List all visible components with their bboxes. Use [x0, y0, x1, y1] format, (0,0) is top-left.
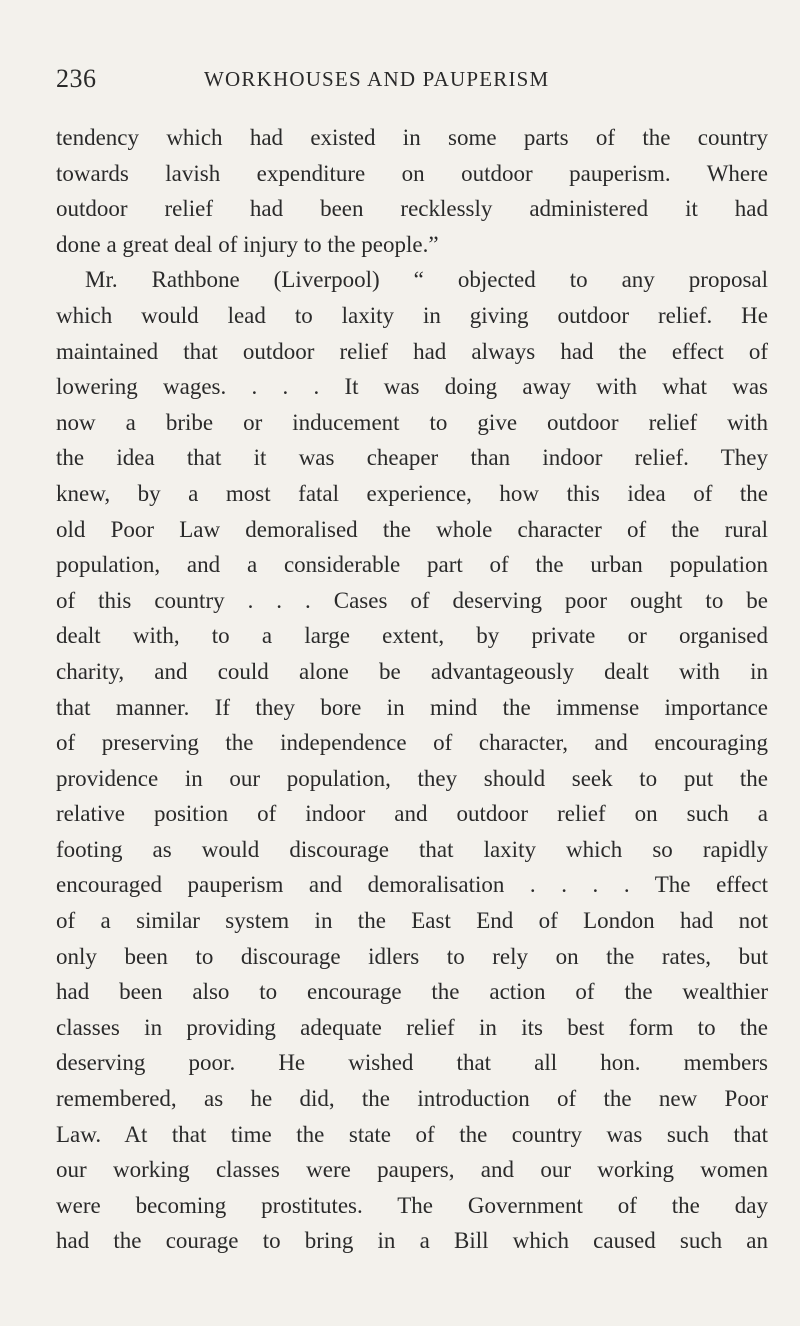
page-number: 236 [56, 64, 97, 93]
running-title: WORKHOUSES AND PAUPERISM [204, 67, 550, 91]
text-line: that manner. If they bore in mind the immense importance [56, 694, 768, 720]
text-line: dealt with, to a large extent, by private or organised [56, 623, 768, 649]
text-line: population, and a considerable part of the urban population [56, 552, 768, 578]
page-header [56, 64, 746, 96]
text-line: remembered, as he did, the introduction of the new Poor [56, 1086, 768, 1112]
text-line: classes in providing adequate relief in its best form to the [56, 1014, 768, 1040]
text-line: had the courage to bring in a Bill which caused such an [56, 1228, 768, 1254]
text-line: of this country . . . Cases of deserving poor ought to be [56, 587, 768, 613]
text-line: Law. At that time the state of the country was such that [56, 1121, 768, 1147]
text-line: providence in our population, they should seek to put the [56, 765, 768, 791]
text-line: maintained that outdoor relief had always had the effect of [56, 338, 768, 364]
text-line: knew, by a most fatal experience, how this idea of the [56, 480, 768, 506]
text-line: only been to discourage idlers to rely on the rates, but [56, 943, 768, 969]
text-line: old Poor Law demoralised the whole character of the rural [56, 516, 768, 542]
text-line: tendency which had existed in some parts of the country [56, 125, 768, 150]
text-line: of a similar system in the East End of London had not [56, 908, 768, 934]
text-line: which would lead to laxity in giving outdoor relief. He [56, 302, 768, 328]
text-line: relative position of indoor and outdoor relief on such a [56, 801, 768, 827]
text-line: had been also to encourage the action of the wealthier [56, 979, 768, 1005]
text-line: footing as would discourage that laxity which so rapidly [56, 836, 768, 862]
text-line: were becoming prostitutes. The Government of the day [56, 1192, 768, 1218]
text-line: outdoor relief had been recklessly administered it had [56, 196, 768, 222]
text-line: encouraged pauperism and demoralisation . . . . The effect [56, 872, 768, 898]
text-line: now a bribe or inducement to give outdoor relief with [56, 409, 768, 435]
body-text [56, 120, 768, 1259]
text-line: our working classes were paupers, and our working women [56, 1157, 768, 1183]
text-line: done a great deal of injury to the people.” [56, 231, 439, 257]
text-line: of preserving the independence of character, and encouraging [56, 730, 768, 756]
text-line: lowering wages. . . . It was doing away with what was [56, 374, 768, 400]
text-line: towards lavish expenditure on outdoor pauperism. Where [56, 160, 768, 186]
text-line: Mr. Rathbone (Liverpool) “ objected to any proposal [85, 267, 768, 293]
text-line: charity, and could alone be advantageously dealt with in [56, 658, 768, 684]
text-line: the idea that it was cheaper than indoor relief. They [56, 445, 768, 471]
text-line: deserving poor. He wished that all hon. members [56, 1050, 768, 1076]
